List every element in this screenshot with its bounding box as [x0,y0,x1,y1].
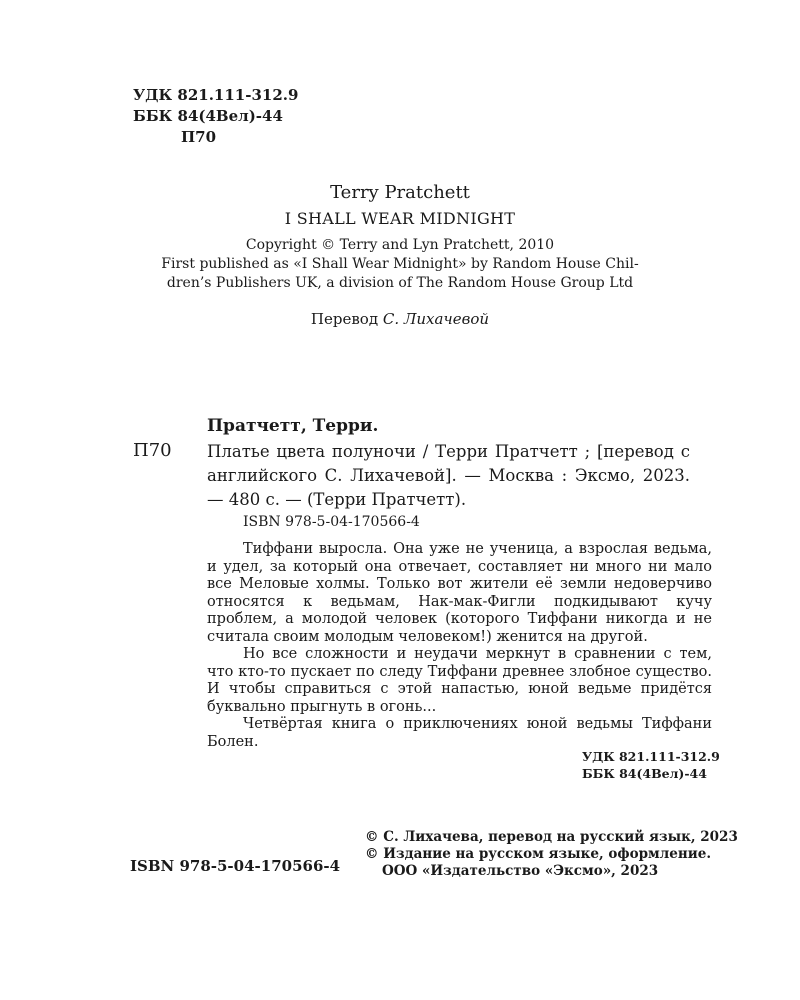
classification-codes [133,85,298,148]
original-title: I SHALL WEAR MIDNIGHT [284,209,516,228]
copyright-block [0,236,800,293]
copyright-line: Copyright © Terry and Lyn Pratchett, 2010 [245,237,555,253]
annotation [207,541,712,751]
translator-name: С. Лихачевой [382,310,490,328]
rights-line: ООО «Издательство «Эксмо», 2023 [382,863,659,879]
original-author: Terry Pratchett [330,182,470,203]
copyright-line: dren’s Publishers UK, a division of The Random House Group Ltd [166,275,634,291]
bbk-code: ББК 84(4Вел)-44 [133,107,283,125]
bbk-code-repeat: ББК 84(4Вел)-44 [582,766,707,781]
author-mark: П70 [181,128,217,146]
classification-repeat [582,748,720,782]
rights-line: © С. Лихачева, перевод на русский язык, 2023 [365,829,738,845]
annotation-paragraph: Но все сложности и неудачи меркнут в сравнении с тем, что кто-то пускает по следу Тиффани древнее злобное существо. И чтобы справиться с этой напастью, юной ведьме придётся буквально прыгнуть в огонь... [207,646,712,715]
udk-code: УДК 821.111-312.9 [133,86,299,104]
udk-code-repeat: УДК 821.111-312.9 [582,749,720,764]
catalog-isbn: ISBN 978-5-04-170566-4 [243,514,420,530]
rights-block [365,829,738,880]
catalog-author-mark: П70 [133,440,172,461]
rights-line: © Издание на русском языке, оформление. [365,846,712,862]
catalog-heading: Пратчетт, Терри. [207,416,379,436]
footer-isbn: ISBN 978-5-04-170566-4 [130,857,341,875]
copyright-line: First published as «I Shall Wear Midnight» by Random House Chil- [161,256,639,272]
annotation-paragraph: Четвёртая книга о приключениях юной ведьмы Тиффани Болен. [207,716,712,750]
translator-credit [0,310,800,328]
translator-prefix: Перевод [310,310,379,328]
catalog-description: Платье цвета полуночи / Терри Пратчетт ; [перевод с английского С. Лихачевой]. — Москва : Эксмо, 2023. — 480 с. — (Терри Пратчетт). [207,442,690,509]
annotation-paragraph: Тиффани выросла. Она уже не ученица, а взрослая ведьма, и удел, за который она отвечает, составляет ни много ни мало все Меловые холмы. Только вот жители её земли недоверчиво относятся к ведьмам, Нак-мак-Фигли подкидывают кучу проблем, а молодой человек (которого Тиффани никогда и не считала своим молодым человеком!) женится на другой. [207,541,712,645]
